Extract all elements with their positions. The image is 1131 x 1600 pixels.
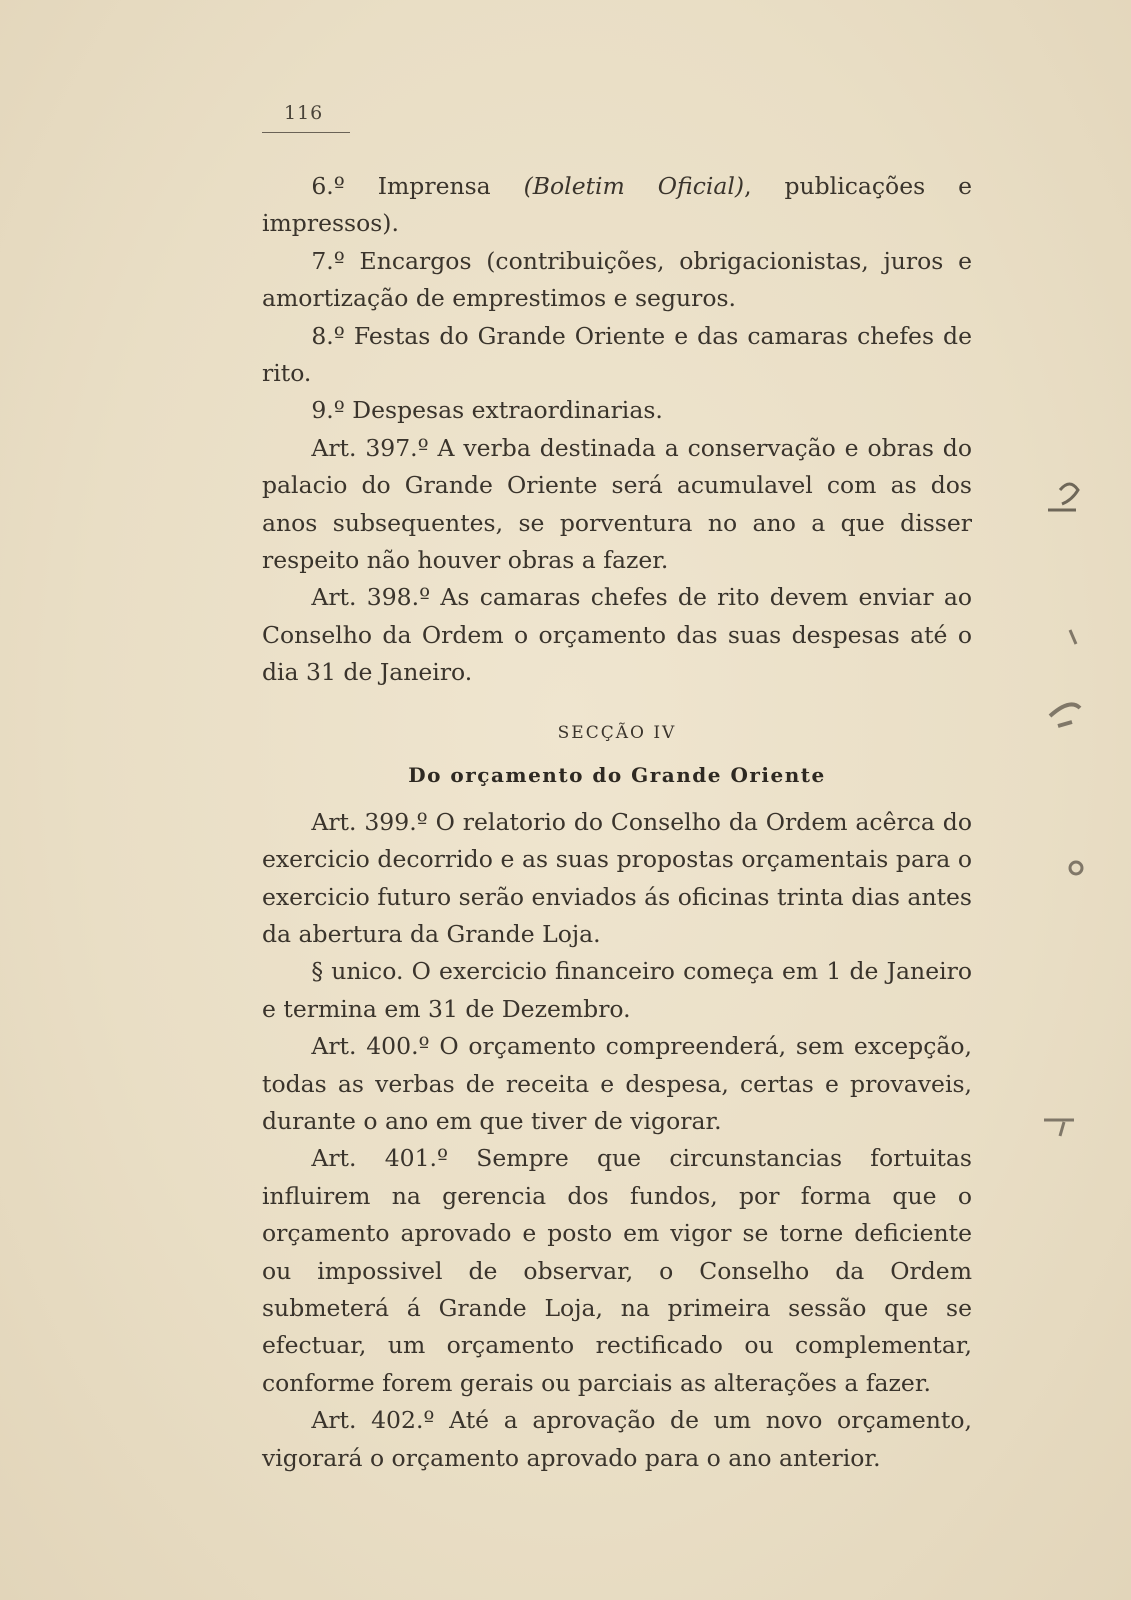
item-6-italic-title: (Boletim Oficial) (523, 172, 745, 200)
header-rule (262, 132, 350, 133)
item-6-suffix: , publicações e impressos). (262, 172, 972, 238)
paragraph-item-9: 9.º Despesas extraordinarias. (311, 396, 663, 425)
section-title: Do orçamento do Grande Oriente (408, 762, 826, 787)
paragraph-art-402: Art. 402.º Até a aprovação de um novo orçamento, vigorará o orçamento aprovado para o ano anterior. (262, 1406, 972, 1472)
paragraph-art-400: Art. 400.º O orçamento compreenderá, sem excepção, todas as verbas de receita e despesa, certas e provaveis, durante o ano em que tiver de vigorar. (262, 1032, 972, 1135)
paragraph-art-398: Art. 398.º As camaras chefes de rito devem enviar ao Conselho da Ordem o orçamento das suas despesas até o dia 31 de Janeiro. (262, 583, 972, 687)
page-body (262, 168, 972, 1477)
paragraph-item-8: 8.º Festas do Grande Oriente e das camaras chefes de rito. (262, 321, 972, 388)
paragraph-item-7: 7.º Encargos (contribuições, obrigacionistas, juros e amortização de emprestimos e seguros. (262, 246, 972, 313)
paragraph-art-401: Art. 401.º Sempre que circunstancias fortuitas influirem na gerencia dos fundos, por forma que o orçamento aprovado e posto em vigor se torne deficiente ou impossivel de observar, o Conselho da Ordem submeterá á Grande Loja, na primeira sessão que se efectuar, um orçamento rectificado ou complementar, conforme forem gerais ou parciais as alterações a fazer. (262, 1144, 972, 1397)
section-heading: SECÇÃO IV (557, 722, 677, 743)
item-6-prefix: 6.º Imprensa (311, 172, 524, 200)
paragraph-item-6 (262, 168, 972, 243)
paragraph-art-399: Art. 399.º O relatorio do Conselho da Ordem acêrca do exercicio decorrido e as suas propostas orçamentais para o exercicio futuro serão enviados ás oficinas trinta dias antes da abertura da Grande Loja. (262, 807, 972, 948)
paragraph-art-397: Art. 397.º A verba destinada a conservação e obras do palacio do Grande Oriente será acumulavel com as dos anos subsequentes, se porventura no ano a que disser respeito não houver obras a fazer. (262, 433, 972, 575)
ink-bleed-marks (1040, 470, 1120, 1170)
page-number: 116 (284, 102, 324, 124)
paragraph-sole-paragraph: § unico. O exercicio financeiro começa em 1 de Janeiro e termina em 31 de Dezembro. (262, 957, 972, 1023)
